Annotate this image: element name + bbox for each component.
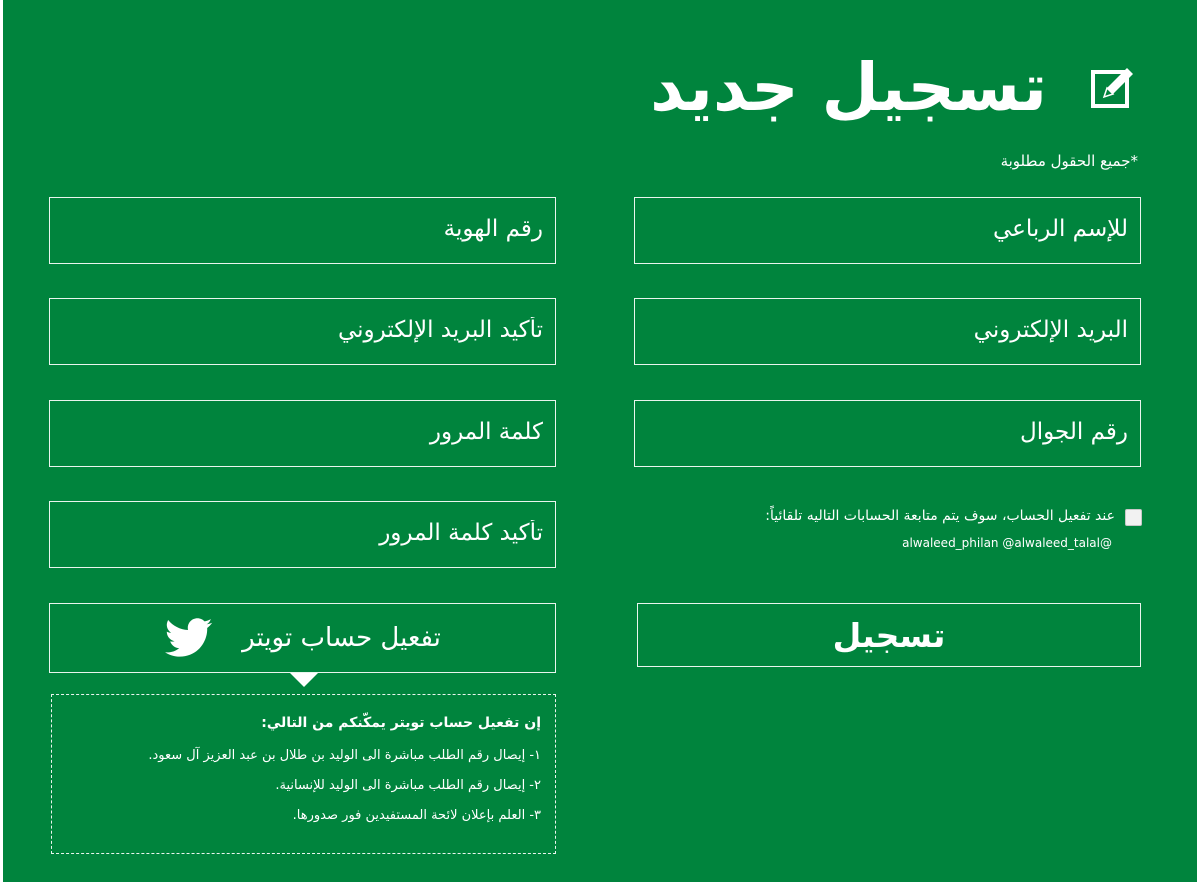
activate-twitter-button[interactable] (49, 603, 556, 673)
mobile-input[interactable] (634, 400, 1141, 467)
edit-icon (1087, 62, 1139, 114)
follow-accounts: @alwaleed_philan @alwaleed_talal (902, 536, 1112, 550)
password-input[interactable] (49, 400, 556, 467)
auto-follow-section (703, 505, 1142, 551)
auto-follow-text: عند تفعيل الحساب، سوف يتم متابعة الحسابات التاليه تلقائياً: (765, 508, 1115, 524)
activate-twitter-label: تفعيل حساب تويتر (242, 623, 441, 653)
id-number-input[interactable] (49, 197, 556, 264)
twitter-benefit-item: ٢- إيصال رقم الطلب مباشرة الى الوليد للإنسانية. (275, 778, 541, 793)
twitter-benefits-box (51, 694, 556, 854)
required-fields-note: *جميع الحقول مطلوبة (1000, 152, 1138, 170)
email-input[interactable] (634, 298, 1141, 365)
auto-follow-checkbox[interactable] (1125, 509, 1142, 526)
info-pointer-arrow (290, 673, 318, 687)
twitter-benefits-title: إن تفعيل حساب تويتر يمكّنكم من التالي: (261, 715, 541, 731)
twitter-bird-icon (164, 618, 214, 658)
full-name-input[interactable] (634, 197, 1141, 264)
register-button[interactable]: تسجيل (637, 603, 1141, 667)
page-header (650, 48, 1139, 128)
twitter-benefit-item: ٣- العلم بإعلان لائحة المستفيدين فور صدورها. (292, 808, 541, 823)
registration-panel (3, 0, 1197, 882)
password-confirm-input[interactable] (49, 501, 556, 568)
email-confirm-input[interactable] (49, 298, 556, 365)
twitter-benefit-item: ١- إيصال رقم الطلب مباشرة الى الوليد بن طلال بن عبد العزيز آل سعود. (148, 748, 541, 763)
page-title: تسجيل جديد (650, 49, 1047, 126)
